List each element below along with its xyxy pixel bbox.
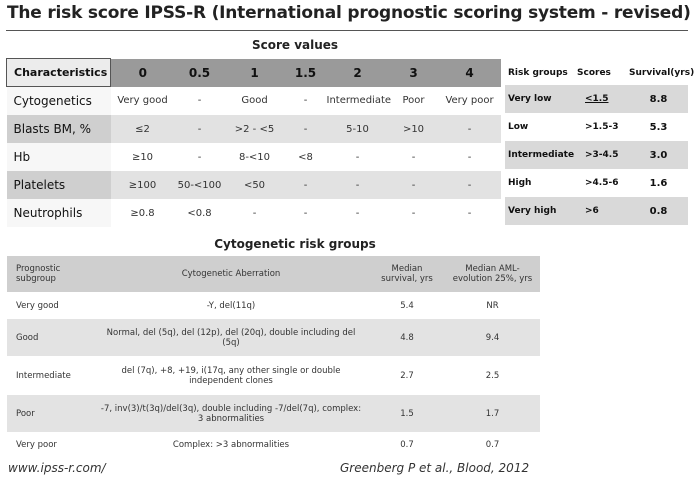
aberration: del (7q), +8, +19, i(17q, any other single or double independent clones [93,357,369,395]
cell: 5-10 [327,115,389,143]
header-prognostic-subgroup: Prognostic subgroup [7,256,93,293]
cell: - [467,207,472,219]
header-survival: Survival(yrs) [629,67,694,78]
header-characteristics: Characteristics [7,59,111,87]
cell: - [355,207,360,219]
cell: - [303,207,308,219]
cell: ≤2 [111,115,175,143]
header-score-0: 0 [111,59,175,87]
risk-survival: 5.3 [649,121,668,133]
cell: - [252,207,257,219]
cell: >10 [389,115,439,143]
cell: 8-<10 [238,151,271,163]
risk-group: Very high [505,197,573,225]
risk-group: Low [508,122,529,132]
header-risk-groups: Risk groups [508,67,568,78]
cell: - [411,151,416,163]
cyto-row-very-good [7,293,540,319]
cell: - [197,151,202,163]
median-survival: 5.4 [369,293,445,319]
cell: Good [241,95,268,107]
row-label: Blasts BM, % [7,115,111,143]
risk-groups-table [505,60,694,225]
header-cytogenetic-aberration: Cytogenetic Aberration [93,256,369,293]
median-aml-evolution: 1.7 [445,395,540,433]
risk-score: <1.5 [573,85,629,113]
risk-row-low [505,113,688,141]
score-row-cytogenetics [7,87,501,116]
cell: - [175,115,225,143]
cell: - [467,151,472,163]
header-scores: Scores [577,67,611,78]
cell: - [285,115,327,143]
row-label: Cytogenetics [7,87,111,116]
subgroup: Very poor [7,433,93,457]
cell: Intermediate [326,95,392,107]
risk-group: Very low [505,85,573,113]
cell: <0.8 [187,207,212,219]
score-values-header-row [7,59,501,87]
median-aml-evolution: 0.7 [445,433,540,457]
header-score-4: 4 [439,59,501,87]
median-aml-evolution: 2.5 [445,357,540,395]
source-url: www.ipss-r.com/ [8,461,106,475]
subgroup: Very good [7,293,93,319]
cell: ≥0.8 [130,207,155,219]
cell: - [411,207,416,219]
cell: Very poor [445,95,494,107]
header-score-3: 3 [389,59,439,87]
risk-survival: 1.6 [649,177,668,189]
cell: - [303,95,308,107]
header-score-1.5: 1.5 [285,59,327,87]
header-median-survival: Median survival, yrs [369,256,445,293]
cytogenetic-header-row [7,256,540,293]
risk-score: >4.5-6 [585,178,619,188]
median-survival: 0.7 [369,433,445,457]
header-score-1: 1 [225,59,285,87]
risk-group: Intermediate [505,141,573,169]
aberration: Normal, del (5q), del (12p), del (20q), double including del (5q) [93,319,369,357]
cell: - [355,151,360,163]
risk-survival: 3.0 [629,141,688,169]
row-label: Neutrophils [7,199,111,227]
row-label: Hb [7,143,111,171]
median-survival: 4.8 [369,319,445,357]
citation: Greenberg P et al., Blood, 2012 [340,461,530,475]
median-survival: 1.5 [369,395,445,433]
cyto-row-good [7,319,540,357]
score-values-heading: Score values [251,38,339,52]
subgroup: Good [7,319,93,357]
cell: Very good [117,95,168,107]
risk-score: >1.5-3 [585,122,619,132]
cell: <8 [298,151,313,163]
cell: >2 - <5 [225,115,285,143]
cell: Poor [402,95,425,107]
score-values-table [6,58,501,227]
score-row-blasts [7,115,501,143]
cell: - [439,115,501,143]
header-score-2: 2 [327,59,389,87]
header-score-0.5: 0.5 [175,59,225,87]
subgroup: Intermediate [7,357,93,395]
risk-row-very-low [505,85,688,113]
title-divider [6,30,688,31]
score-row-platelets [7,171,501,199]
risk-row-high [505,169,688,197]
cell: <50 [225,171,285,199]
cell: - [197,95,202,107]
score-row-neutrophils [7,199,501,227]
cell: 50-<100 [175,171,225,199]
page-title: The risk score IPSS-R (International prognostic scoring system - revised) [7,3,691,23]
subgroup: Poor [7,395,93,433]
risk-survival: 8.8 [629,85,688,113]
row-label: Platelets [7,171,111,199]
cyto-row-very-poor [7,433,540,457]
median-aml-evolution: 9.4 [445,319,540,357]
cell: - [285,171,327,199]
aberration: -7, inv(3)/t(3q)/del(3q), double including -7/del(7q), complex: 3 abnormalities [93,395,369,433]
score-row-hb [7,143,501,171]
cell: - [327,171,389,199]
cell: ≥10 [131,151,154,163]
cell: - [439,171,501,199]
risk-group: High [508,178,532,188]
cytogenetic-heading: Cytogenetic risk groups [214,237,376,251]
risk-score: >3-4.5 [573,141,629,169]
risk-score: >6 [573,197,629,225]
aberration: -Y, del(11q) [93,293,369,319]
cyto-row-poor [7,395,540,433]
cyto-row-intermediate [7,357,540,395]
header-median-aml-evolution: Median AML-evolution 25%, yrs [445,256,540,293]
risk-row-very-high [505,197,688,225]
risk-groups-header-row [505,60,688,85]
cytogenetic-table [7,256,540,457]
risk-survival: 0.8 [629,197,688,225]
median-aml-evolution: NR [445,293,540,319]
risk-row-intermediate [505,141,688,169]
aberration: Complex: >3 abnormalities [93,433,369,457]
cell: - [389,171,439,199]
median-survival: 2.7 [369,357,445,395]
cell: ≥100 [111,171,175,199]
